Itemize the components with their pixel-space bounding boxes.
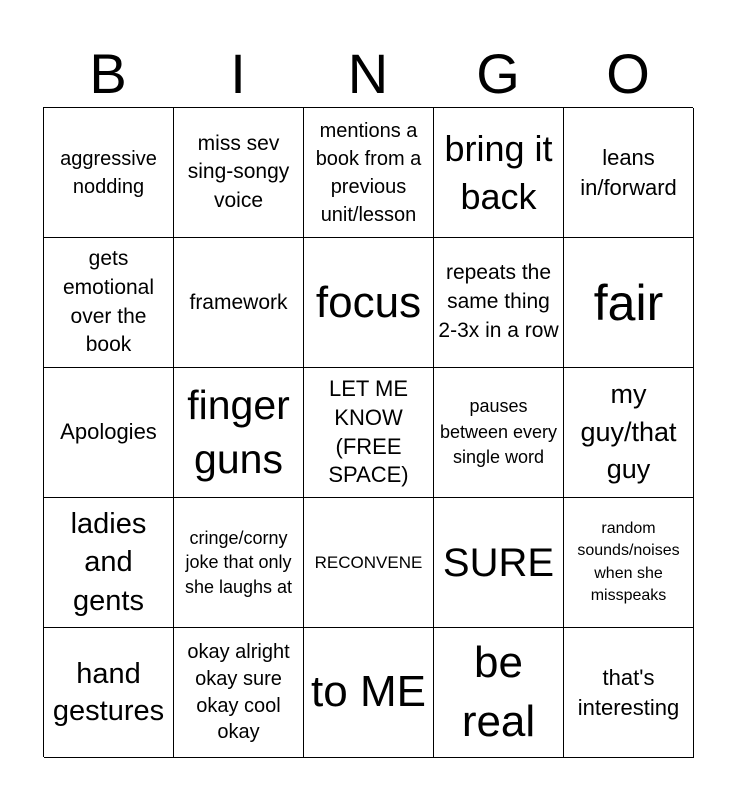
bingo-cell[interactable]: bring it back	[434, 108, 564, 238]
bingo-cell[interactable]: RECONVENE	[304, 498, 434, 628]
header-letter-g: G	[476, 42, 520, 105]
bingo-cell[interactable]: that's interesting	[564, 628, 694, 758]
header-letter-o: O	[606, 42, 650, 105]
header-letter-i: I	[230, 42, 246, 105]
bingo-cell[interactable]: focus	[304, 238, 434, 368]
bingo-cell[interactable]: aggressive nodding	[44, 108, 174, 238]
bingo-card-grid	[43, 107, 693, 757]
bingo-cell[interactable]: random sounds/noises when she misspeaks	[564, 498, 694, 628]
header-letter-b: B	[89, 42, 127, 105]
bingo-cell[interactable]: framework	[174, 238, 304, 368]
bingo-cell[interactable]: my guy/that guy	[564, 368, 694, 498]
bingo-cell[interactable]: okay alright okay sure okay cool okay	[174, 628, 304, 758]
bingo-cell[interactable]: miss sev sing-songy voice	[174, 108, 304, 238]
bingo-cell[interactable]: to ME	[304, 628, 434, 758]
bingo-cell[interactable]: cringe/corny joke that only she laughs at	[174, 498, 304, 628]
bingo-cell[interactable]: mentions a book from a previous unit/lesson	[304, 108, 434, 238]
bingo-cell[interactable]: Apologies	[44, 368, 174, 498]
bingo-cell[interactable]: be real	[434, 628, 564, 758]
bingo-cell[interactable]: gets emotional over the book	[44, 238, 174, 368]
bingo-cell[interactable]: fair	[564, 238, 694, 368]
bingo-header	[43, 40, 693, 108]
bingo-cell[interactable]: LET ME KNOW (FREE SPACE)	[304, 368, 434, 498]
bingo-cell[interactable]: leans in/forward	[564, 108, 694, 238]
header-letter-n: N	[347, 42, 389, 105]
bingo-cell[interactable]: pauses between every single word	[434, 368, 564, 498]
bingo-cell[interactable]: ladies and gents	[44, 498, 174, 628]
bingo-cell[interactable]: hand gestures	[44, 628, 174, 758]
bingo-cell[interactable]: repeats the same thing 2-3x in a row	[434, 238, 564, 368]
bingo-cell[interactable]: finger guns	[174, 368, 304, 498]
bingo-cell[interactable]: SURE	[434, 498, 564, 628]
